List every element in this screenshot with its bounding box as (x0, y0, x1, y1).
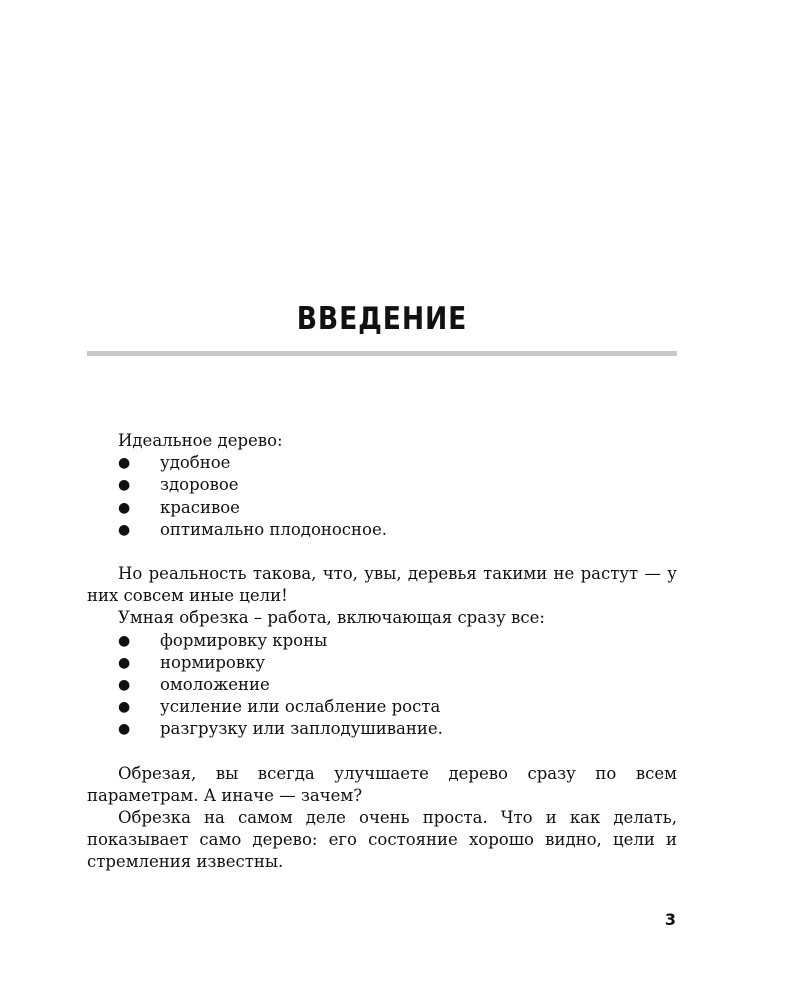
ideal-tree-list (87, 452, 677, 541)
list-item-text: здоровое (160, 475, 239, 495)
paragraph-gap (87, 741, 677, 763)
list-item-text: удобное (160, 453, 231, 473)
list-item (87, 474, 677, 496)
bullet-icon: ● (118, 455, 131, 472)
list-item (87, 652, 677, 674)
list-item (87, 674, 677, 696)
list-item-text: усиление или ослабление роста (160, 697, 441, 717)
list-item-text: оптимально плодоносное. (160, 519, 387, 539)
page-number: 3 (664, 910, 676, 929)
reality-lead: Умная обрезка – работа, включающая сразу все: (118, 608, 545, 628)
body-text (87, 430, 677, 874)
list-item (87, 696, 677, 718)
bullet-icon: ● (118, 654, 131, 671)
reality-paragraph: Но реальность такова, что, увы, деревья такими не растут — у них совсем иные цели! (87, 564, 677, 606)
intro-lead: Идеальное дерево: (118, 431, 283, 450)
list-item (87, 452, 677, 474)
list-item (87, 519, 677, 541)
list-item (87, 497, 677, 519)
list-item (87, 718, 677, 740)
conclusion-paragraph-2: Обрезка на самом деле очень проста. Что и как делать, показывает само дерево: его состояние хорошо видно, цели и стремления известны. (87, 808, 677, 872)
paragraph-gap (87, 541, 677, 563)
list-item-text: формировку кроны (160, 630, 328, 650)
bullet-icon: ● (118, 477, 131, 494)
bullet-icon: ● (118, 632, 131, 649)
list-item-text: нормировку (160, 652, 266, 672)
bullet-icon: ● (118, 677, 131, 694)
list-item (87, 630, 677, 652)
conclusion-paragraph-1: Обрезая, вы всегда улучшаете дерево сразу по всем параметрам. А иначе — зачем? (87, 763, 677, 805)
bullet-icon: ● (118, 499, 131, 516)
list-item-text: разгрузку или заплодушивание. (160, 719, 443, 739)
bullet-icon: ● (118, 521, 131, 538)
bullet-icon: ● (118, 699, 131, 716)
chapter-title: ВВЕДЕНИЕ (296, 301, 468, 337)
title-rule (87, 351, 677, 356)
list-item-text: красивое (160, 497, 240, 517)
smart-pruning-list (87, 630, 677, 741)
list-item-text: омоложение (160, 675, 270, 695)
bullet-icon: ● (118, 721, 131, 738)
